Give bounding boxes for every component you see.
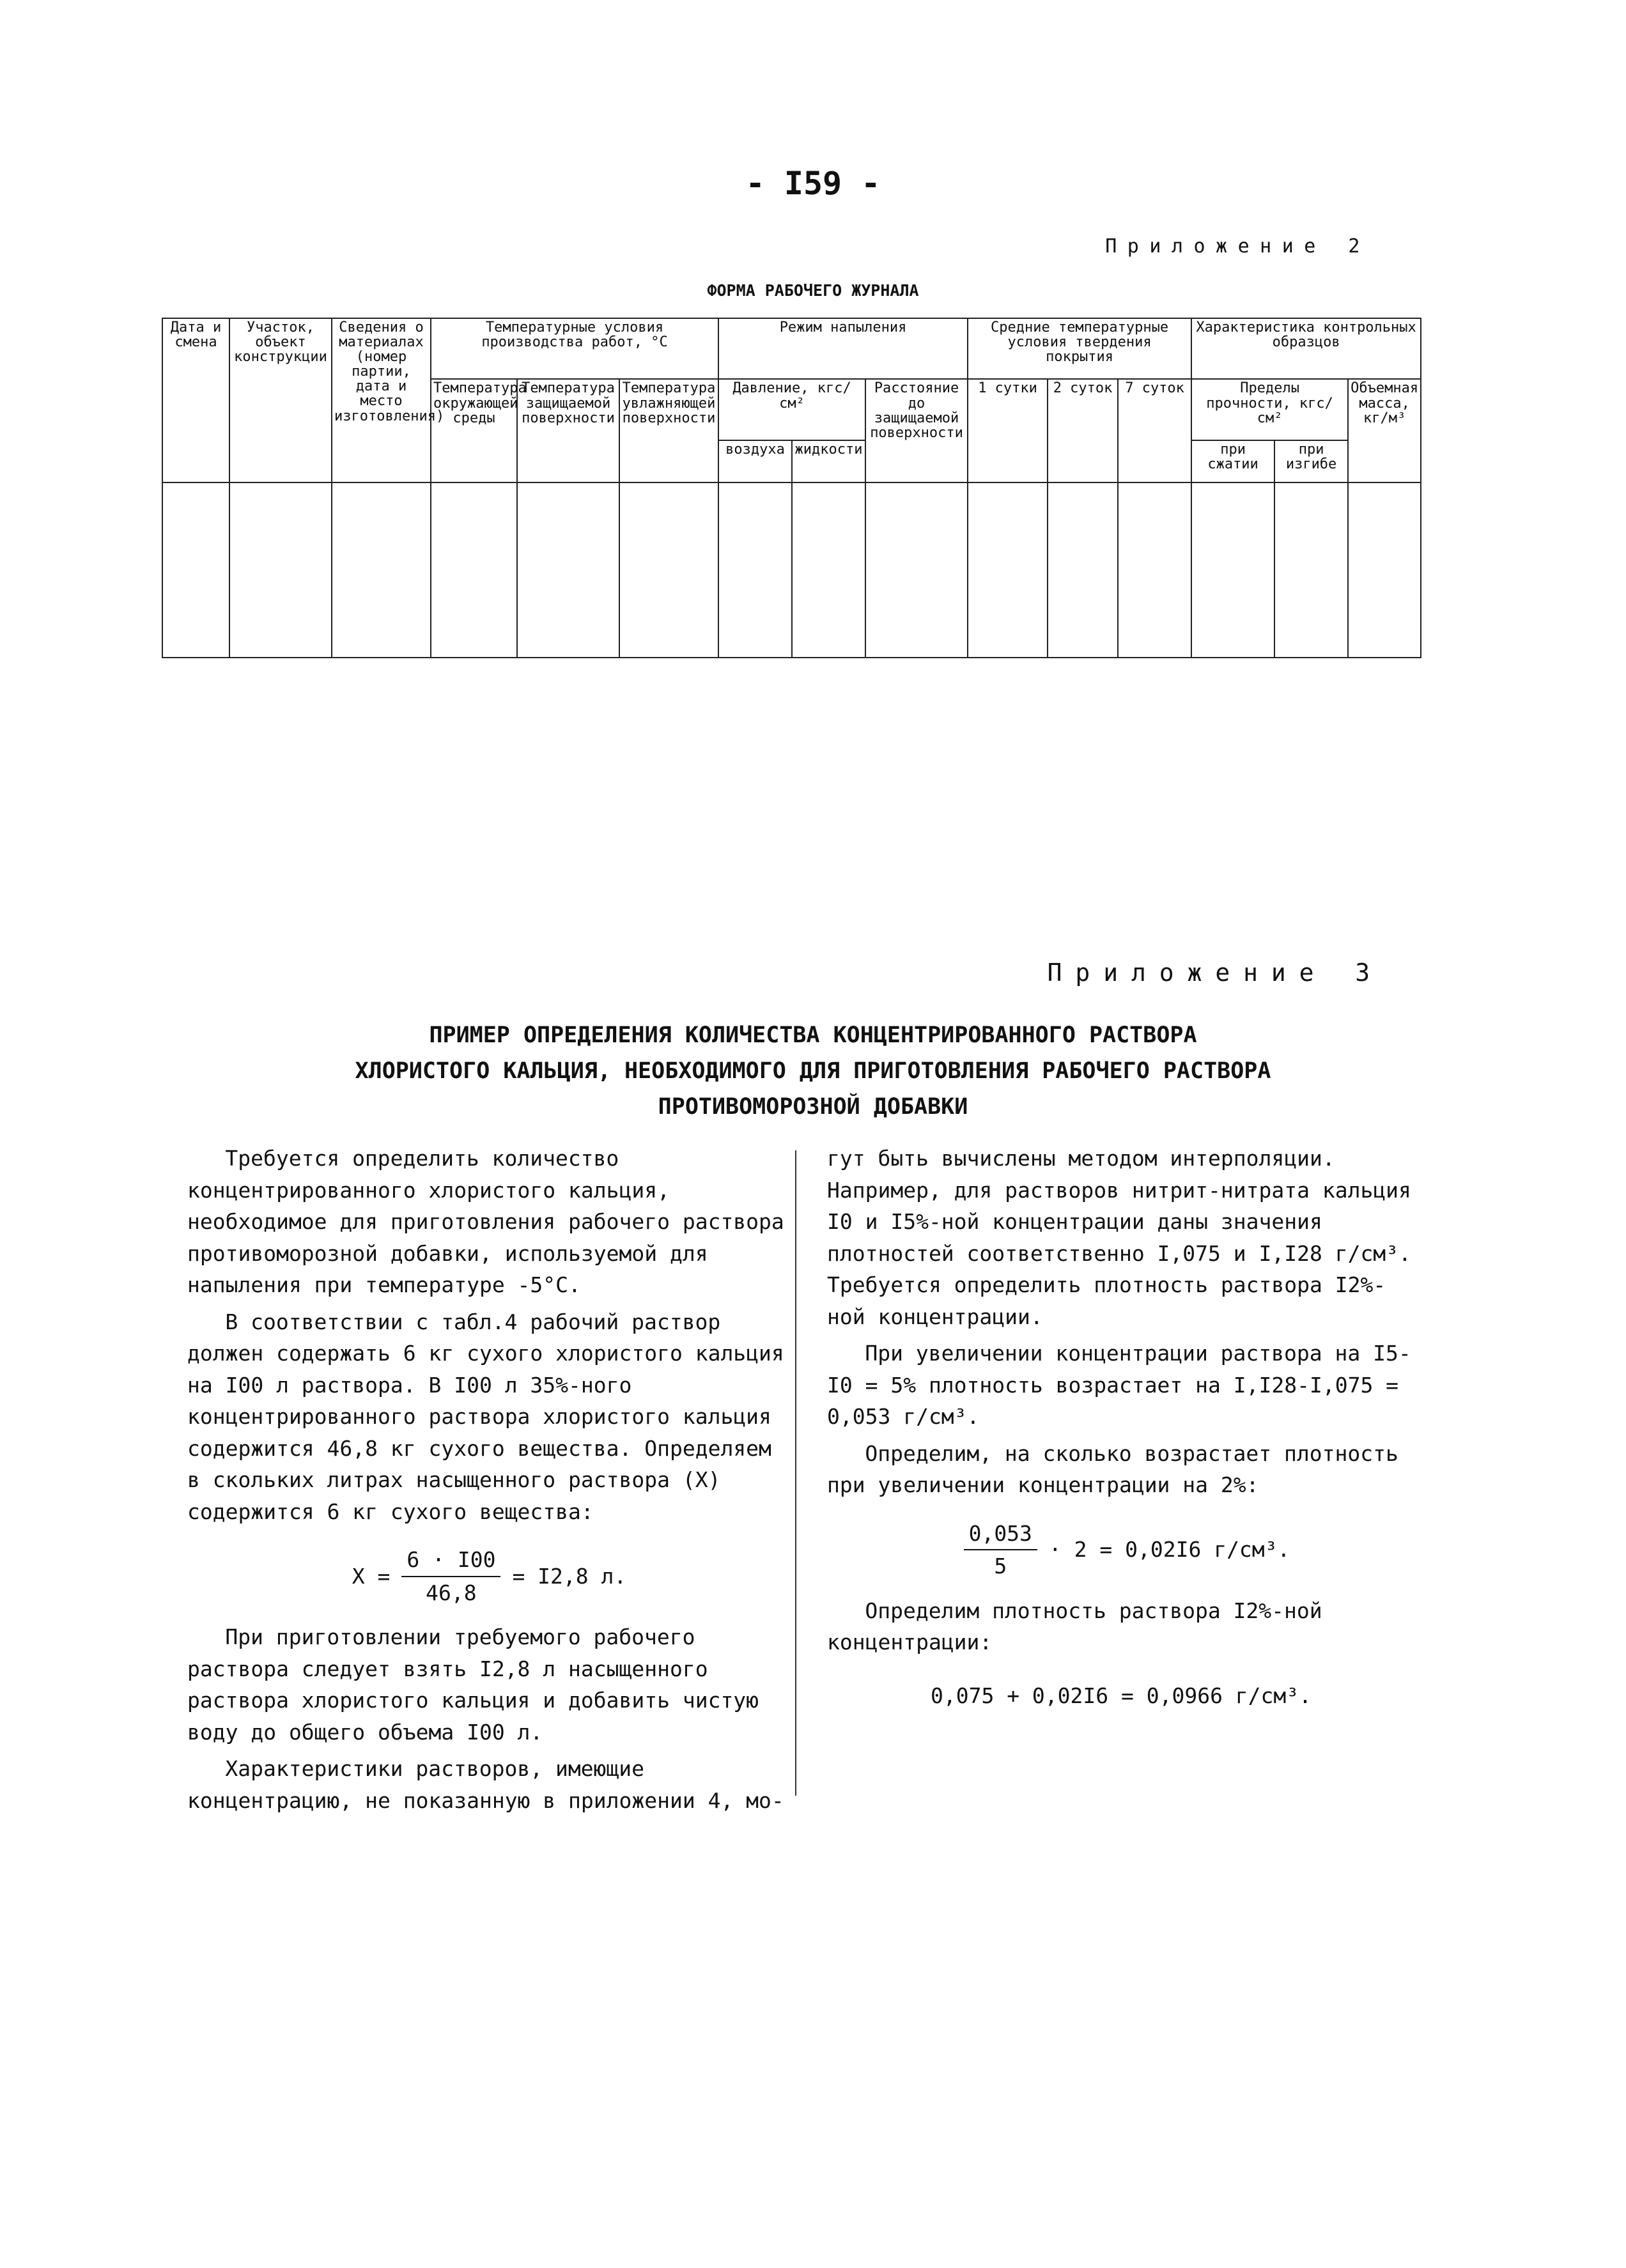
table-cell	[1118, 482, 1191, 658]
table-cell	[792, 482, 865, 658]
header-1day: 1 сутки	[968, 379, 1048, 482]
formula-fraction	[401, 1544, 500, 1608]
header-site: Участок, объект конструкции	[229, 318, 332, 482]
header-temp-wetted: Температура увлажняющей поверхности	[619, 379, 718, 482]
header-bending: при изгибе	[1274, 440, 1348, 482]
table-cell	[229, 482, 332, 658]
header-compression: при сжатии	[1191, 440, 1274, 482]
column-divider	[795, 1150, 796, 1796]
formula-numerator: 0,053	[964, 1518, 1037, 1551]
header-2days: 2 суток	[1048, 379, 1118, 482]
title-line-3: ПРОТИВОМОРОЗНОЙ ДОБАВКИ	[658, 1094, 968, 1120]
table-cell	[1048, 482, 1118, 658]
right-paragraph-4: Определим плотность раствора I2%-ной концентрации:	[827, 1598, 1322, 1655]
formula-rhs: · 2 = 0,02I6 г/см³.	[1048, 1537, 1290, 1562]
table-cell	[1191, 482, 1274, 658]
left-paragraph-4: Характеристики растворов, имеющие концентрацию, не показанную в приложении 4, мо-	[187, 1756, 784, 1813]
header-density: Объемная масса, кг/м³	[1348, 379, 1421, 482]
left-paragraph-2: В соответствии с табл.4 рабочий раствор должен содержать 6 кг сухого хлористого кальция на I00 л раствора. В I00 л 35%-ного концентрированного раствора хлористого кальция содержится 46,8 кг сухого вещества. Определяем в скольких литрах насыщенного раствора (X) содержится 6 кг сухого вещества:	[187, 1309, 784, 1524]
right-paragraph-1: гут быть вычислены методом интерполяции. Например, для растворов нитрит-нитрата кальция I0 и I5%-ной концентрации даны значения плотностей соответственно I,075 и I,I28 г/см³. Требуется определить плотность раствора I2%-ной концентрации.	[827, 1146, 1411, 1329]
table-cell	[718, 482, 792, 658]
formula-volume	[187, 1544, 791, 1608]
table-cell	[619, 482, 718, 658]
header-air: воздуха	[718, 440, 792, 482]
table-cell	[332, 482, 431, 658]
header-distance: Расстояние до защищаемой поверхности	[865, 379, 968, 482]
density-result: 0,075 + 0,02I6 = 0,0966 г/см³.	[930, 1683, 1312, 1708]
table-cell	[1348, 482, 1421, 658]
journal-form-table	[162, 318, 1420, 658]
formula-denominator: 46,8	[426, 1580, 477, 1605]
header-pressure: Давление, кгс/см²	[718, 379, 865, 440]
header-spray-group: Режим напыления	[718, 318, 968, 379]
table-cell	[968, 482, 1048, 658]
header-liquid: жидкости	[792, 440, 865, 482]
formula-density-increase	[827, 1518, 1415, 1582]
table-cell	[517, 482, 619, 658]
form-title: ФОРМА РАБОЧЕГО ЖУРНАЛА	[707, 281, 919, 300]
left-column	[187, 1143, 791, 1816]
appendix-3-title	[0, 1017, 1626, 1125]
page-number: - I59 -	[745, 165, 881, 202]
formula-numerator: 6 · I00	[401, 1544, 500, 1577]
header-date: Дата и смена	[162, 318, 229, 482]
title-line-1: ПРИМЕР ОПРЕДЕЛЕНИЯ КОЛИЧЕСТВА КОНЦЕНТРИРОВАННОГО РАСТВОРА	[429, 1022, 1197, 1048]
table-row	[162, 482, 1421, 658]
table-cell	[162, 482, 229, 658]
right-paragraph-2: При увеличении концентрации раствора на I5-I0 = 5% плотность возрастает на I,I28-I,075 = 0,053 г/см³.	[827, 1341, 1411, 1429]
right-column	[827, 1143, 1415, 1711]
formula-rhs: = I2,8 л.	[512, 1563, 627, 1589]
header-temp-protected: Температура защищаемой поверхности	[517, 379, 619, 482]
header-temperature-group: Температурные условия производства работ, °С	[431, 318, 718, 379]
header-temp-env: Температура окружающей среды	[431, 379, 517, 482]
header-curing-group: Средние температурные условия твердения покрытия	[968, 318, 1191, 379]
appendix-2-label: Приложение 2	[1105, 235, 1370, 258]
table-cell	[1274, 482, 1348, 658]
left-paragraph-1: Требуется определить количество концентрированного хлористого кальция, необходимое для приготовления рабочего раствора противоморозной добавки, используемой для напыления при температуре -5°С.	[187, 1146, 784, 1297]
header-7days: 7 суток	[1118, 379, 1191, 482]
left-paragraph-3: При приготовлении требуемого рабочего раствора следует взять I2,8 л насыщенного раствора хлористого кальция и добавить чистую воду до общего объема I00 л.	[187, 1624, 759, 1745]
formula-lhs: X =	[352, 1563, 391, 1589]
title-line-2: ХЛОРИСТОГО КАЛЬЦИЯ, НЕОБХОДИМОГО ДЛЯ ПРИГОТОВЛЕНИЯ РАБОЧЕГО РАСТВОРА	[355, 1058, 1271, 1084]
formula-fraction	[964, 1518, 1037, 1582]
right-paragraph-3: Определим, на сколько возрастает плотность при увеличении концентрации на 2%:	[827, 1440, 1398, 1497]
table-cell	[431, 482, 517, 658]
table-cell	[865, 482, 968, 658]
formula-denominator: 5	[994, 1554, 1007, 1578]
appendix-3-label: Приложение 3	[1047, 959, 1383, 987]
header-control-group: Характеристика контрольных образцов	[1191, 318, 1421, 379]
header-materials: Сведения о материалах (номер партии, дата и место изготовления)	[332, 318, 431, 482]
header-strength: Пределы прочности, кгс/см²	[1191, 379, 1348, 440]
